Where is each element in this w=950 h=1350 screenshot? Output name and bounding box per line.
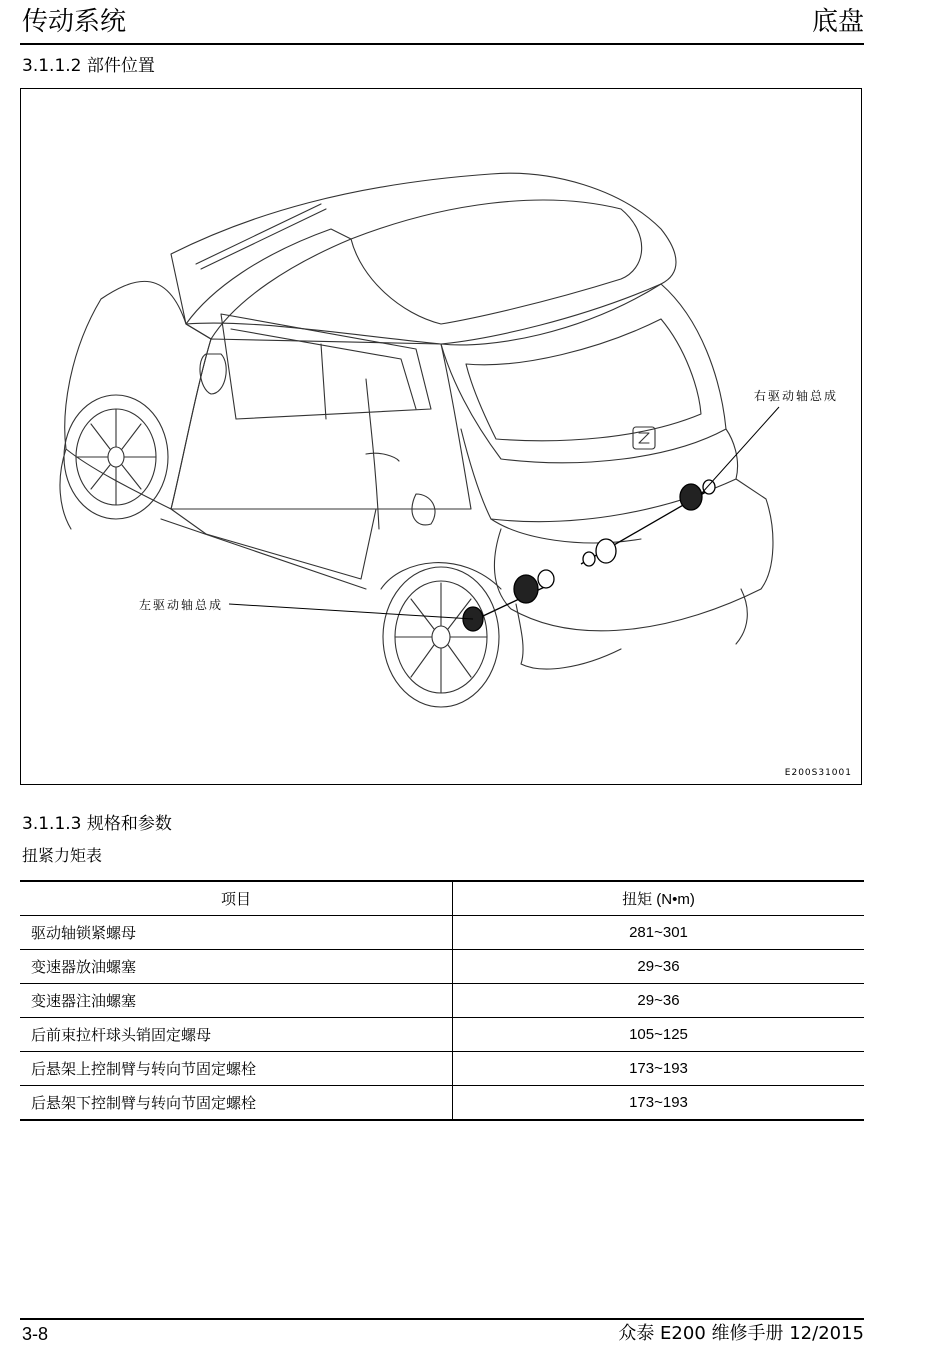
- row-item: 后前束拉杆球头销固定螺母: [20, 1018, 453, 1052]
- table-row: [20, 1086, 864, 1121]
- footer-rule: [20, 1318, 864, 1320]
- specifications-heading: 3.1.1.3 规格和参数: [22, 814, 172, 834]
- header-item: 项目: [20, 881, 453, 916]
- chapter-title: 传动系统: [22, 7, 127, 37]
- section-name: 底盘: [811, 7, 864, 37]
- table-header-row: [20, 881, 864, 916]
- row-torque: 281~301: [453, 916, 865, 950]
- row-torque: 173~193: [453, 1086, 865, 1121]
- header-torque: 扭矩 (N•m): [453, 881, 865, 916]
- component-location-figure: [20, 88, 862, 785]
- torque-table-title: 扭紧力矩表: [22, 846, 103, 865]
- row-item: 驱动轴锁紧螺母: [20, 916, 453, 950]
- row-item: 变速器放油螺塞: [20, 950, 453, 984]
- row-item: 后悬架下控制臂与转向节固定螺栓: [20, 1086, 453, 1121]
- manual-title: 众泰 E200 维修手册 12/2015: [618, 1323, 864, 1344]
- row-torque: 173~193: [453, 1052, 865, 1086]
- row-torque: 105~125: [453, 1018, 865, 1052]
- table-row: [20, 950, 864, 984]
- row-item: 变速器注油螺塞: [20, 984, 453, 1018]
- component-location-heading: 3.1.1.2 部件位置: [22, 56, 155, 76]
- torque-table: [20, 880, 864, 1121]
- label-left-drive-shaft: 左驱动轴总成: [139, 598, 224, 612]
- label-right-drive-shaft: 右驱动轴总成: [754, 389, 839, 403]
- row-item: 后悬架上控制臂与转向节固定螺栓: [20, 1052, 453, 1086]
- table-row: [20, 984, 864, 1018]
- row-torque: 29~36: [453, 984, 865, 1018]
- table-row: [20, 1018, 864, 1052]
- figure-code: E200S31001: [784, 768, 852, 778]
- page-number: 3-8: [22, 1324, 49, 1344]
- header-rule: [20, 43, 864, 45]
- table-row: [20, 916, 864, 950]
- car-drive-shaft-illustration: [21, 89, 861, 784]
- table-row: [20, 1052, 864, 1086]
- row-torque: 29~36: [453, 950, 865, 984]
